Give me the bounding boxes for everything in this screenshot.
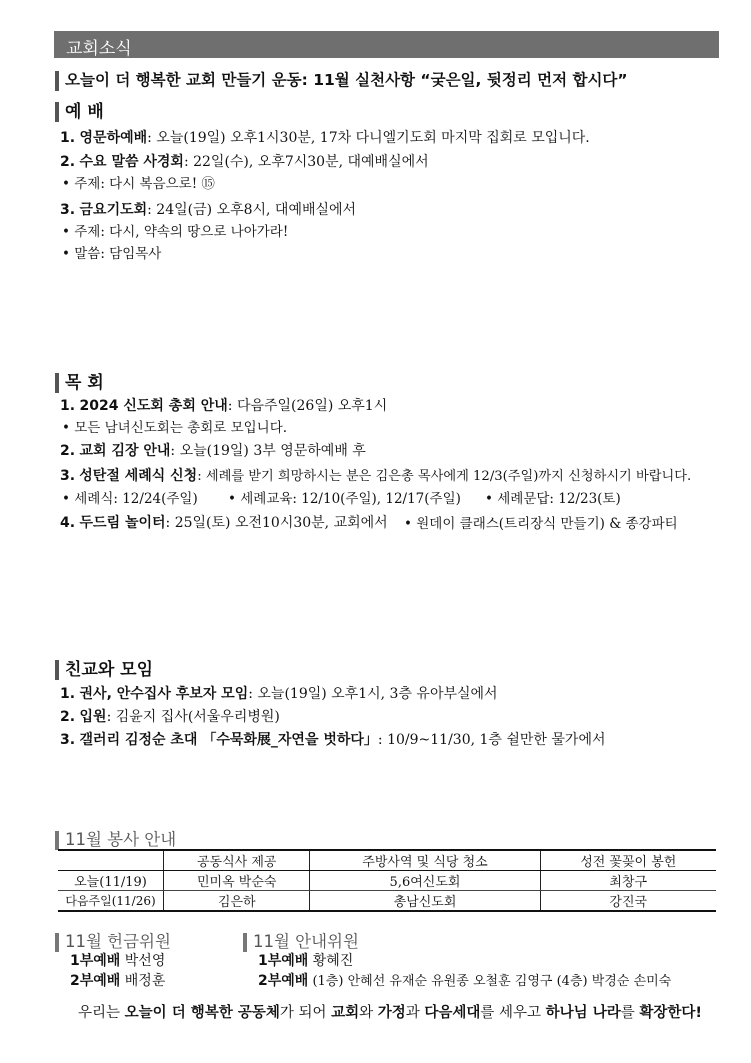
ushers-section-title: 11월 안내위원	[243, 928, 359, 952]
fellowship-item-3: 3. 갤러리 김정순 초대 「수묵화展_자연을 벗하다」: 10/9~11/30, 1층 쉴만한 물가에서	[60, 732, 606, 748]
headline-marker	[55, 71, 59, 91]
fellowship-section-title: 친교와 모임	[55, 655, 153, 680]
service-section-title: 11월 봉사 안내	[55, 826, 176, 850]
offering-row-1: 1부예배 박선영	[70, 953, 166, 969]
headline-text: 오늘이 더 행복한 교회 만들기 운동: 11월 실천사항 “궂은일, 뒷정리 먼저 합시다”	[65, 71, 628, 89]
header-title: 교회소식	[66, 39, 132, 59]
pastoral-item-3-date: • 세례식: 12/24(주일)	[62, 491, 198, 507]
fellowship-item-2: 2. 입원: 김윤지 집사(서울우리병원)	[60, 709, 280, 725]
pastoral-section-title: 목 회	[55, 368, 104, 393]
footer-motto: 우리는 오늘이 더 행복한 공동체가 되어 교회와 가정과 다음세대를 세우고 하나님 나라를 확장한다!	[78, 1005, 703, 1021]
table-corner	[58, 850, 164, 871]
section-header-bar	[54, 31, 719, 58]
section-marker	[55, 933, 59, 952]
fellowship-item-1: 1. 권사, 안수집사 후보자 모임: 오늘(19일) 오후1시, 3층 유아부실에서	[60, 686, 498, 702]
service-table	[58, 849, 716, 912]
pastoral-item-1-note: • 모든 남녀신도회는 총회로 모입니다.	[62, 420, 288, 436]
offering-row-2: 2부예배 배정훈	[70, 973, 166, 989]
column-header: 공동식사 제공	[164, 850, 310, 871]
table-cell: 김은하	[164, 891, 310, 912]
row-label: 다음주일(11/26)	[58, 891, 164, 912]
pastoral-item-3-education: • 세례교육: 12/10(주일), 12/17(주일)	[228, 491, 461, 507]
headline	[55, 68, 628, 91]
pastoral-item-1: 1. 2024 신도회 총회 안내: 다음주일(26일) 오후1시	[60, 398, 388, 414]
offering-section-title: 11월 헌금위원	[55, 928, 171, 952]
row-label: 오늘(11/19)	[58, 871, 164, 891]
pastoral-item-2: 2. 교회 김장 안내: 오늘(19일) 3부 영문하예배 후	[60, 443, 366, 459]
pastoral-item-3: 3. 성탄절 세례식 신청: 세례를 받기 희망하시는 분은 김은총 목사에게 12/3(주일)까지 신청하시기 바랍니다.	[60, 468, 692, 484]
section-marker	[55, 102, 59, 122]
column-header: 주방사역 및 식당 청소	[310, 850, 540, 871]
section-marker	[55, 831, 59, 850]
worship-item-3-speaker: • 말씀: 담임목사	[62, 246, 162, 262]
ushers-row-1: 1부예배 황혜진	[258, 953, 354, 969]
table-row	[58, 891, 716, 912]
table-cell: 총남신도회	[310, 891, 540, 912]
table-row	[58, 871, 716, 891]
worship-item-1: 1. 영문하예배: 오늘(19일) 오후1시30분, 17차 다니엘기도회 마지막 집회로 모입니다.	[60, 130, 590, 146]
column-header: 성전 꽃꽂이 봉헌	[540, 850, 716, 871]
table-cell: 강진국	[540, 891, 716, 912]
table-header-row	[58, 850, 716, 871]
pastoral-item-3-interview: • 세례문답: 12/23(토)	[485, 491, 621, 507]
worship-section-title: 예 배	[55, 97, 104, 122]
ushers-row-2: 2부예배 (1층) 안혜선 유재순 유원종 오철훈 김영구 (4층) 박경순 손미숙	[258, 973, 672, 989]
worship-item-3-theme: • 주제: 다시, 약속의 땅으로 나아가라!	[62, 224, 289, 240]
table-cell: 5,6여신도회	[310, 871, 540, 891]
section-marker	[55, 373, 59, 393]
table-cell: 민미옥 박순숙	[164, 871, 310, 891]
worship-item-3: 3. 금요기도회: 24일(금) 오후8시, 대예배실에서	[60, 202, 357, 218]
section-marker	[243, 933, 247, 952]
pastoral-item-4: 4. 두드림 놀이터: 25일(토) 오전10시30분, 교회에서	[60, 515, 388, 531]
worship-item-2: 2. 수요 말씀 사경회: 22일(수), 오후7시30분, 대예배실에서	[60, 154, 429, 170]
pastoral-item-4-extra: • 원데이 클래스(트리장식 만들기) & 종강파티	[404, 516, 678, 532]
worship-item-2-theme: • 주제: 다시 복음으로! ⑮	[62, 176, 215, 192]
table-cell: 최창구	[540, 871, 716, 891]
section-marker	[55, 660, 59, 680]
